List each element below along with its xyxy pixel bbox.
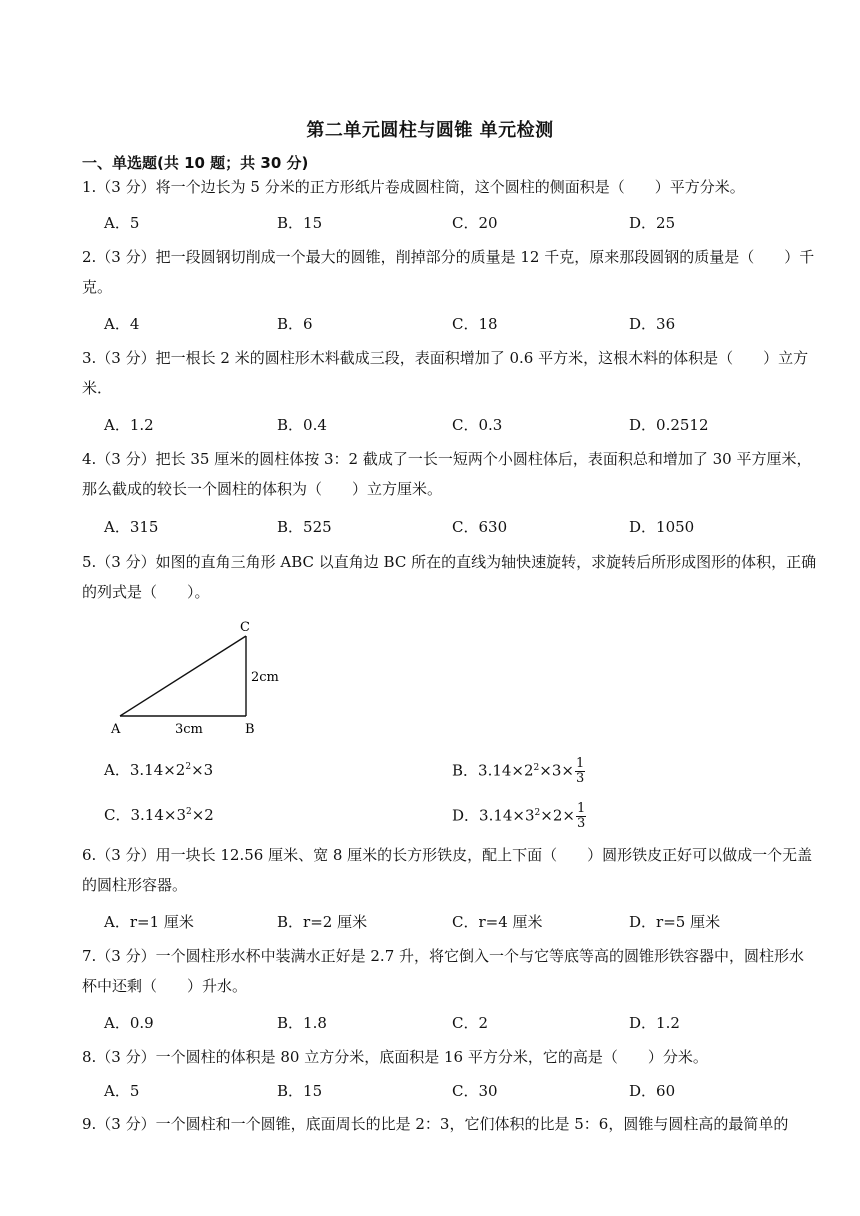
option-c[interactable]: C．18 <box>452 315 498 333</box>
option-c[interactable]: C．r=4 厘米 <box>452 913 543 931</box>
option-c-exponent: 2 <box>186 807 192 817</box>
option-b-rest: ×3× <box>539 761 574 780</box>
option-b[interactable]: B．15 <box>277 1082 323 1100</box>
section-heading: 一、单选题(共 10 题；共 30 分) <box>82 154 309 172</box>
question-4: 4.（3 分）把长 35 厘米的圆柱体按 3：2 截成了一长一短两个小圆柱体后，表面积总和增加了 30 平方厘米，那么截成的较长一个圆柱的体积为（ ）立方厘米。 <box>82 450 812 498</box>
option-a[interactable]: A．r=1 厘米 <box>104 913 194 931</box>
question-3: 3.（3 分）把一根长 2 米的圆柱形木料截成三段，表面积增加了 0.6 平方米，这根木料的体积是（ ）立方米． <box>82 349 809 397</box>
question-4-options <box>0 516 860 538</box>
option-c[interactable] <box>104 804 214 829</box>
fraction-one-third: $\frac{1}{3}$ <box>575 756 585 786</box>
option-d-exponent: 2 <box>534 807 541 818</box>
side-bc-length: 2cm <box>251 670 279 685</box>
option-b[interactable]: B．1.8 <box>277 1014 327 1032</box>
option-a[interactable] <box>104 759 213 784</box>
question-7-options <box>0 1012 860 1034</box>
option-d[interactable]: D．25 <box>629 214 676 232</box>
option-b-expr: 3.14×2 <box>478 761 534 780</box>
triangle-abc-figure <box>100 612 300 742</box>
question-6-options <box>0 911 860 933</box>
document-title: 第二单元圆柱与圆锥 单元检测 <box>306 120 554 141</box>
question-5: 5.（3 分）如图的直角三角形 ABC 以直角边 BC 所在的直线为轴快速旋转，求旋转后所形成图形的体积，正确的列式是（ ）。 <box>82 553 817 601</box>
option-d-rest: ×2× <box>540 806 575 825</box>
question-6: 6.（3 分）用一块长 12.56 厘米、宽 8 厘米的长方形铁皮，配上下面（ ）圆形铁皮正好可以做成一个无盖的圆柱形容器。 <box>82 846 813 894</box>
option-b[interactable]: B．15 <box>277 214 323 232</box>
question-2-options <box>0 313 860 335</box>
option-c-letter: C． <box>104 806 131 824</box>
option-d-letter: D． <box>452 806 480 825</box>
option-c-rest: ×2 <box>191 806 214 824</box>
option-b[interactable]: B．6 <box>277 315 313 333</box>
option-a[interactable]: A．1.2 <box>104 416 154 434</box>
option-a-letter: A． <box>104 761 130 779</box>
option-d[interactable] <box>452 802 586 831</box>
option-d[interactable]: D．1.2 <box>629 1014 680 1032</box>
question-2: 2.（3 分）把一段圆钢切削成一个最大的圆锥，削掉部分的质量是 12 千克，原来那段圆钢的质量是（ ）千克。 <box>82 248 815 296</box>
option-d[interactable]: D．60 <box>629 1082 676 1100</box>
side-ac <box>120 636 246 716</box>
option-d[interactable]: D．0.2512 <box>629 416 709 434</box>
option-a-exponent: 2 <box>185 762 192 772</box>
option-a[interactable]: A．5 <box>104 1082 140 1100</box>
question-5-options-row-1 <box>0 757 860 791</box>
option-c[interactable]: C．30 <box>452 1082 498 1100</box>
question-1-options <box>0 212 860 234</box>
option-d[interactable]: D．r=5 厘米 <box>629 913 721 931</box>
option-c[interactable]: C．2 <box>452 1014 489 1032</box>
option-a[interactable]: A．0.9 <box>104 1014 154 1032</box>
option-a[interactable]: A．4 <box>104 315 140 333</box>
option-b-letter: B． <box>452 761 479 780</box>
option-a[interactable]: A．5 <box>104 214 140 232</box>
option-b[interactable] <box>452 757 585 786</box>
option-d[interactable]: D．36 <box>629 315 676 333</box>
vertex-b-label: B <box>245 722 255 737</box>
question-8: 8.（3 分）一个圆柱的体积是 80 立方分米，底面积是 16 平方分米，它的高是（ ）分米。 <box>82 1048 708 1066</box>
option-a-rest: ×3 <box>191 761 214 779</box>
question-8-options <box>0 1080 860 1102</box>
fraction-one-third: $\frac{1}{3}$ <box>576 801 586 831</box>
option-a-expr: 3.14×2 <box>129 761 186 779</box>
option-b[interactable]: B．525 <box>277 518 332 536</box>
option-c-expr: 3.14×3 <box>130 806 186 824</box>
option-d[interactable]: D．1050 <box>629 518 695 536</box>
side-ab-length: 3cm <box>175 722 203 737</box>
option-c[interactable]: C．630 <box>452 518 508 536</box>
option-a[interactable]: A．315 <box>104 518 159 536</box>
option-b-exponent: 2 <box>533 762 540 773</box>
option-c[interactable]: C．0.3 <box>452 416 503 434</box>
vertex-c-label: C <box>240 620 250 635</box>
question-3-options <box>0 414 860 436</box>
vertex-a-label: A <box>111 722 121 737</box>
option-b[interactable]: B．0.4 <box>277 416 327 434</box>
question-7: 7.（3 分）一个圆柱形水杯中装满水正好是 2.7 升，将它倒入一个与它等底等高的圆锥形铁容器中，圆柱形水杯中还剩（ ）升水。 <box>82 947 805 995</box>
question-9: 9.（3 分）一个圆柱和一个圆锥，底面周长的比是 2：3，它们体积的比是 5：6，圆锥与圆柱高的最简单的 <box>82 1115 789 1133</box>
option-b[interactable]: B．r=2 厘米 <box>277 913 368 931</box>
option-c[interactable]: C．20 <box>452 214 498 232</box>
question-5-options-row-2 <box>0 800 860 834</box>
option-d-expr: 3.14×3 <box>479 806 535 825</box>
question-1: 1.（3 分）将一个边长为 5 分米的正方形纸片卷成圆柱筒，这个圆柱的侧面积是（ ）平方分米。 <box>82 178 745 196</box>
